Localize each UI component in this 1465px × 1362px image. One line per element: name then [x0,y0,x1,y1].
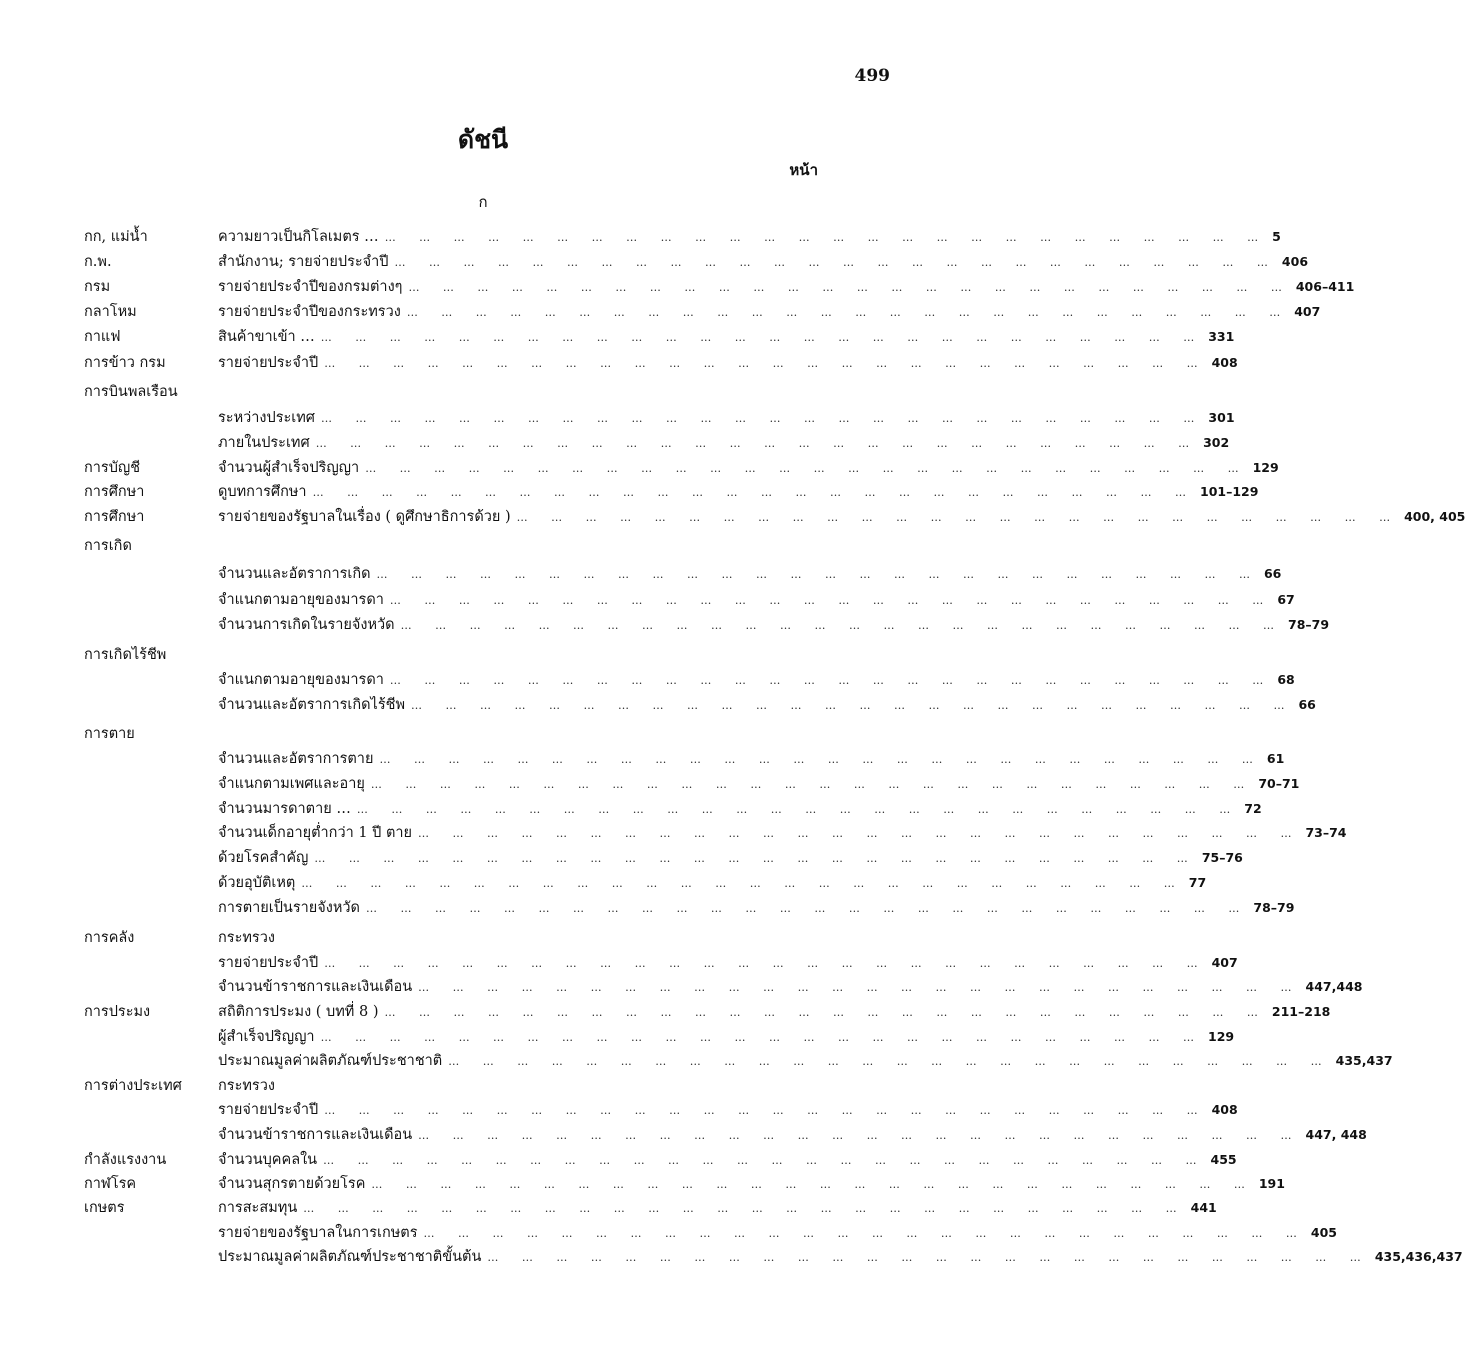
index-description: ประมาณมูลค่าผลิตภัณฑ์ประชาชาติขั้นต้น [218,1249,482,1265]
index-entry [0,847,1243,869]
index-description: จำแนกตามอายุของมารดา [218,592,384,608]
index-entry [0,669,1295,691]
dot-leader: … … … … … … … … … … … … … … … … … … … … … … … … … … [365,462,1249,475]
index-page-ref: 405 [1310,1225,1337,1240]
index-subentry [218,1173,1285,1196]
index-description: ประมาณมูลค่าผลิตภัณฑ์ประชาชาติ [218,1053,443,1069]
index-term: ก.พ. [84,254,112,270]
index-term: การตาย [84,726,135,742]
index-page-ref: 66 [1298,697,1316,712]
index-description: รายจ่ายของรัฐบาลในการเกษตร [218,1225,418,1241]
index-subentry [218,589,1295,612]
index-term: การประมง [84,1004,151,1020]
index-page-ref: 441 [1190,1200,1217,1215]
dot-leader: … … … … … … … … … … … … … … … … … … … … … … … … … … [389,594,1274,607]
index-entry [0,352,1238,374]
dot-leader: … … … … … … … … … … … … … … … … … … … … … … … … … … [376,568,1260,581]
page-column-header: หน้า [789,161,818,179]
index-subentry [218,897,1295,920]
index-entry [0,694,1316,716]
index-description: ระหว่างประเทศ [218,410,315,426]
dot-leader: … … … … … … … … … … … … … … … … … … … … … … … … … … [323,1154,1207,1167]
index-entry [0,952,1238,974]
index-subentry [218,457,1279,480]
index-subentry [218,773,1300,796]
index-subentry [218,407,1235,430]
index-page-ref: 77 [1188,875,1207,890]
dot-leader: … … … … … … … … … … … … … … … … … … … … … … … … … … [379,753,1263,766]
index-entry [0,407,1235,429]
index-entry [0,589,1295,611]
dot-leader: … … … … … … … … … … … … … … … … … … … … … … … … … … [365,902,1250,915]
index-description: กระทรวง [218,1078,275,1094]
index-entry [0,1124,1367,1146]
index-entry [0,1075,966,1097]
index-description: ความยาวเป็นกิโลเมตร … [218,229,379,245]
index-entry [0,381,966,403]
dot-leader: … … … … … … … … … … … … … … … … … … … … … … … … … … [418,827,1302,840]
index-entry [0,535,966,557]
index-subentry [218,481,1259,504]
index-description: จำนวนและอัตราการเกิดไร้ชีพ [218,697,406,713]
index-description: สินค้าขาเข้า … [218,329,315,345]
index-term: กรม [84,279,111,295]
index-page-ref: 70–71 [1258,776,1300,791]
index-page-ref: 331 [1208,329,1235,344]
dot-leader: … … … … … … … … … … … … … … … … … … … … … … … … … … [384,231,1269,244]
index-description: กระทรวง [218,930,275,946]
index-subentry [218,1026,1235,1049]
index-page-ref: 68 [1277,672,1295,687]
index-entry [0,432,1230,454]
index-description: ด้วยโรคสำคัญ [218,850,309,866]
index-page-ref: 447,448 [1305,979,1363,994]
index-description: จำนวนข้าราชการและเงินเดือน [218,979,413,995]
index-entry [0,457,1279,479]
index-subentry [218,614,1330,637]
index-subentry [218,976,1363,999]
index-page-ref: 66 [1263,566,1282,581]
index-term: การบินพลเรือน [84,384,178,400]
index-entry [0,872,1207,894]
dot-leader: … … … … … … … … … … … … … … … … … … … … … … … … … … [389,674,1274,687]
index-page-ref: 73–74 [1305,825,1347,840]
index-entry [0,1173,1285,1195]
index-subentry [218,798,1262,821]
dot-leader: … … … … … … … … … … … … … … … … … … … … … … … … … … [448,1055,1332,1068]
dot-leader: … … … … … … … … … … … … … … … … … … … … … … … … … … [370,778,1255,791]
index-subentry [218,1222,1337,1245]
index-page-ref: 5 [1272,229,1281,244]
index-subentry [218,748,1285,771]
index-entry [0,822,1347,844]
index-entry [0,1001,1331,1023]
index-term: การศึกษา [84,484,145,500]
index-entry [0,1050,1393,1072]
index-subentry [218,226,1281,249]
index-entry [0,773,1300,795]
index-entry [0,1246,1463,1268]
index-entry [0,1099,1238,1121]
page-number: 499 [854,66,890,86]
dot-leader: … … … … … … … … … … … … … … … … … … … … … … … … … … [321,412,1205,425]
index-page-ref: 407 [1294,304,1321,319]
dot-leader: … … … … … … … … … … … … … … … … … … … … … … … … … … [356,803,1241,816]
index-page-ref: 301 [1208,410,1235,425]
index-subentry [218,301,1321,324]
index-subentry [218,1149,1237,1172]
index-page-ref: 129 [1208,1029,1235,1044]
index-term: การคลัง [84,930,135,946]
dot-leader: … … … … … … … … … … … … … … … … … … … … … … … … … … [394,256,1278,269]
index-term: การข้าว กรม [84,355,166,371]
dot-leader: … … … … … … … … … … … … … … … … … … … … … … … … … … [324,957,1208,970]
index-subentry [218,276,1355,299]
index-description: สถิติการประมง ( บทที่ 8 ) [218,1004,379,1020]
dot-leader: … … … … … … … … … … … … … … … … … … … … … … … … … … [301,877,1185,890]
index-entry [0,1026,1235,1048]
index-term: การเกิด [84,538,132,554]
index-page-ref: 129 [1252,460,1279,475]
index-description: รายจ่ายประจำปี [218,955,319,971]
dot-leader: … … … … … … … … … … … … … … … … … … … … … … … … … … [400,619,1284,632]
index-page-ref: 78–79 [1253,900,1295,915]
index-page-ref: 72 [1244,801,1262,816]
index-description: จำนวนเด็กอายุต่ำกว่า 1 ปี ตาย [218,825,413,841]
index-entry [0,251,1309,273]
index-description: จำนวนและอัตราการเกิด [218,566,371,582]
index-page-ref: 211–218 [1271,1004,1331,1019]
index-page-ref: 191 [1258,1176,1285,1191]
index-subentry [218,669,1295,692]
index-description: จำนวนข้าราชการและเงินเดือน [218,1127,413,1143]
dot-leader: … … … … … … … … … … … … … … … … … … … … … … … … … … [418,981,1302,994]
index-entry [0,276,1355,298]
index-page-ref: 447, 448 [1305,1127,1367,1142]
index-entry [0,897,1295,919]
index-description: จำนวนผู้สำเร็จปริญญา [218,460,360,476]
index-page-ref: 408 [1211,355,1238,370]
dot-leader: … … … … … … … … … … … … … … … … … … … … … … … … … … [320,331,1205,344]
index-page-ref: 455 [1210,1152,1237,1167]
index-subentry [218,822,1347,845]
index-subentry [218,1246,1463,1269]
index-entry [0,506,1465,528]
index-description: จำนวนการเกิดในรายจังหวัด [218,617,395,633]
page-title: ดัชนี [457,125,509,154]
index-description: รายจ่ายประจำปี [218,355,319,371]
dot-leader: … … … … … … … … … … … … … … … … … … … … … … … … … … [315,437,1200,450]
index-subentry [218,872,1207,895]
index-entry [0,748,1285,770]
index-description: จำนวนบุคคลใน [218,1152,318,1168]
dot-leader: … … … … … … … … … … … … … … … … … … … … … … … … … … [411,699,1295,712]
index-subentry [218,1050,1393,1073]
index-page-ref: 400, 405 [1404,509,1465,524]
index-description: ด้วยอุบัติเหตุ [218,875,296,891]
index-subentry [218,506,1465,529]
index-description: จำนวนมารดาตาย … [218,801,351,817]
index-subentry [218,563,1282,586]
index-subentry [218,1075,814,1097]
index-description: จำแนกตามเพศและอายุ [218,776,365,792]
index-description: จำแนกตามอายุของมารดา [218,672,384,688]
index-description: ผู้สำเร็จปริญญา [218,1029,315,1045]
index-entry [0,927,966,949]
dot-leader: … … … … … … … … … … … … … … … … … … … … … … … … … … [487,1251,1371,1264]
index-description: ภายในประเทศ [218,435,310,451]
index-description: การสะสมทุน [218,1200,298,1216]
index-entry [0,798,1262,820]
index-entry [0,326,1235,348]
index-entry [0,481,1259,503]
index-term: กาแฟ [84,329,121,345]
index-entry [0,976,1363,998]
index-subentry [218,847,1243,870]
index-term: การต่างประเทศ [84,1078,182,1094]
dot-leader: … … … … … … … … … … … … … … … … … … … … … … … … … … [408,281,1292,294]
index-page-ref: 407 [1211,955,1238,970]
index-term: การศึกษา [84,509,145,525]
index-page-ref: 408 [1211,1102,1238,1117]
index-description: สำนักงาน; รายจ่ายประจำปี [218,254,389,270]
dot-leader: … … … … … … … … … … … … … … … … … … … … … … … … … … [516,511,1401,524]
index-page-ref: 406–411 [1295,279,1355,294]
dot-leader: … … … … … … … … … … … … … … … … … … … … … … … … … … [384,1006,1268,1019]
index-subentry [218,694,1316,717]
dot-leader: … … … … … … … … … … … … … … … … … … … … … … … … … … [418,1129,1302,1142]
index-description: จำนวนสุกรตายด้วยโรค [218,1176,366,1192]
index-description: ดูบทการศึกษา [218,484,307,500]
index-subentry [218,1001,1331,1024]
index-entry [0,723,966,745]
dot-leader: … … … … … … … … … … … … … … … … … … … … … … … … … … [423,1227,1307,1240]
index-subentry [218,432,1230,455]
index-page-ref: 302 [1203,435,1230,450]
index-subentry [218,1124,1367,1147]
section-letter: ก [478,193,488,211]
index-subentry [218,251,1309,274]
index-subentry [218,1099,1238,1122]
index-entry [0,301,1321,323]
index-entry [0,563,1282,585]
index-subentry [218,952,1238,975]
dot-leader: … … … … … … … … … … … … … … … … … … … … … … … … … … [312,486,1196,499]
dot-leader: … … … … … … … … … … … … … … … … … … … … … … … … … … [320,1031,1204,1044]
index-description: รายจ่ายประจำปีของกระทรวง [218,304,401,320]
index-entry [0,226,1281,248]
index-term: การเกิดไร้ชีพ [84,647,167,663]
index-page-ref: 435,437 [1335,1053,1393,1068]
dot-leader: … … … … … … … … … … … … … … … … … … … … … … … … … … [324,1104,1208,1117]
index-term: กาฬโรค [84,1176,137,1192]
index-entry [0,614,1330,636]
dot-leader: … … … … … … … … … … … … … … … … … … … … … … … … … … [406,306,1291,319]
index-description: รายจ่ายประจำปี [218,1102,319,1118]
dot-leader: … … … … … … … … … … … … … … … … … … … … … … … … … … [371,1178,1255,1191]
dot-leader: … … … … … … … … … … … … … … … … … … … … … … … … … … [324,357,1208,370]
index-page-ref: 101–129 [1200,484,1259,499]
index-page-ref: 61 [1266,751,1285,766]
index-entry [0,1149,1237,1171]
index-page-ref: 78–79 [1288,617,1330,632]
index-term: กลาโหม [84,304,137,320]
index-page-ref: 406 [1281,254,1309,269]
index-subentry [218,352,1238,375]
index-subentry [218,927,814,949]
index-term: กำลังแรงงาน [84,1152,167,1168]
index-term: กก, แม่น้ำ [84,229,148,245]
index-subentry [218,1197,1217,1220]
index-page-ref: 75–76 [1201,850,1243,865]
index-description: รายจ่ายประจำปีของกรมต่างๆ [218,279,403,295]
index-entry [0,644,966,666]
index-entry [0,1197,1217,1219]
dot-leader: … … … … … … … … … … … … … … … … … … … … … … … … … … [303,1202,1187,1215]
index-description: การตายเป็นรายจังหวัด [218,900,360,916]
dot-leader: … … … … … … … … … … … … … … … … … … … … … … … … … … [314,852,1198,865]
index-subentry [218,326,1235,349]
index-term: การบัญชี [84,460,141,476]
index-page-ref: 67 [1277,592,1295,607]
index-description: จำนวนและอัตราการตาย [218,751,374,767]
index-page-ref: 435,436,437 [1374,1249,1463,1264]
index-description: รายจ่ายของรัฐบาลในเรื่อง ( ดูศึกษาธิการด้วย ) [218,509,511,525]
index-entry [0,1222,1337,1244]
index-term: เกษตร [84,1200,125,1216]
